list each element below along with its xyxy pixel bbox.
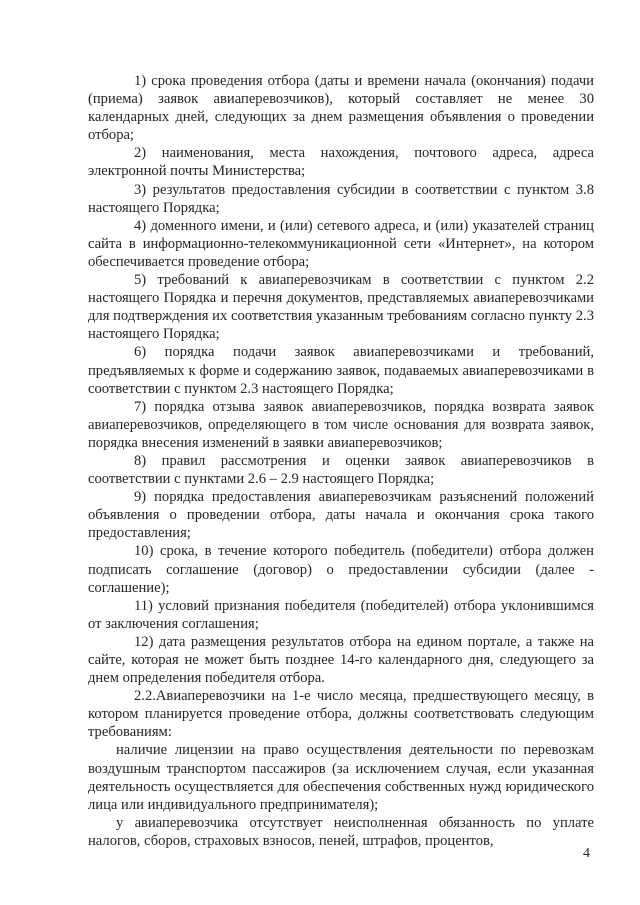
paragraph-item-4: 4) доменного имени, и (или) сетевого адреса, и (или) указателей страниц сайта в информационно-телекоммуникационной сети «Интернет», на котором обеспечивается проведение отбора; — [88, 217, 594, 270]
paragraph-item-9: 9) порядка предоставления авиаперевозчикам разъяснений положений объявления о проведении отбора, даты начала и окончания срока такого предоставления; — [88, 489, 594, 542]
paragraph-item-11: 11) условий признания победителя (победителей) отбора уклонившимся от заключения соглашения; — [88, 597, 594, 632]
paragraph-requirement-license: наличие лицензии на право осуществления деятельности по перевозкам воздушным транспортом пассажиров (за исключением случая, если указанная деятельность осуществляется для обеспечения собственных нужд юридического лица или индивидуального предпринимателя); — [88, 742, 594, 813]
paragraph-item-8: 8) правил рассмотрения и оценки заявок авиаперевозчиков в соответствии с пунктами 2.6 – 2.9 настоящего Порядка; — [88, 452, 594, 488]
document-body — [88, 72, 594, 850]
paragraph-item-5: 5) требований к авиаперевозчикам в соответствии с пунктом 2.2 настоящего Порядка и перечня документов, представляемых авиаперевозчиками для подтверждения их соответствия указанным требованиям согласно пункту 2.3 настоящего Порядка; — [88, 272, 594, 343]
paragraph-requirement-no-debt: у авиаперевозчика отсутствует неисполненная обязанность по уплате налогов, сборов, страховых взносов, пеней, штрафов, процентов, — [88, 814, 594, 849]
paragraph-section-2-2: 2.2.Авиаперевозчики на 1-е число месяца, предшествующего месяцу, в котором планируется проведение отбора, должны соответствовать следующим требованиям: — [88, 688, 594, 741]
paragraph-item-12: 12) дата размещения результатов отбора на едином портале, а также на сайте, которая не может быть позднее 14-го календарного дня, следующего за днем определения победителя отбора. — [88, 633, 594, 687]
paragraph-item-6: 6) порядка подачи заявок авиаперевозчиками и требований, предъявляемых к форме и содержанию заявок, подаваемых авиаперевозчиками в соответствии с пунктом 2.3 настоящего Порядка; — [88, 344, 594, 397]
paragraph-item-2: 2) наименования, места нахождения, почтового адреса, адреса электронной почты Министерства; — [88, 145, 594, 180]
paragraph-item-3: 3) результатов предоставления субсидии в соответствии с пунктом 3.8 настоящего Порядка; — [88, 181, 594, 216]
page-number: 4 — [583, 846, 590, 861]
paragraph-item-10: 10) срока, в течение которого победитель (победители) отбора должен подписать соглашение (договор) о предоставлении субсидии (далее - соглашение); — [88, 543, 594, 596]
paragraph-item-1: 1) срока проведения отбора (даты и времени начала (окончания) подачи (приема) заявок авиаперевозчиков), который составляет не менее 30 календарных дней, следующих за днем размещения объявления о проведении отбора; — [88, 73, 594, 144]
paragraph-item-7: 7) порядка отзыва заявок авиаперевозчиков, порядка возврата заявок авиаперевозчиков, определяющего в том числе основания для возврата заявок, порядка внесения изменений в заявки авиаперевозчиков; — [88, 398, 594, 451]
